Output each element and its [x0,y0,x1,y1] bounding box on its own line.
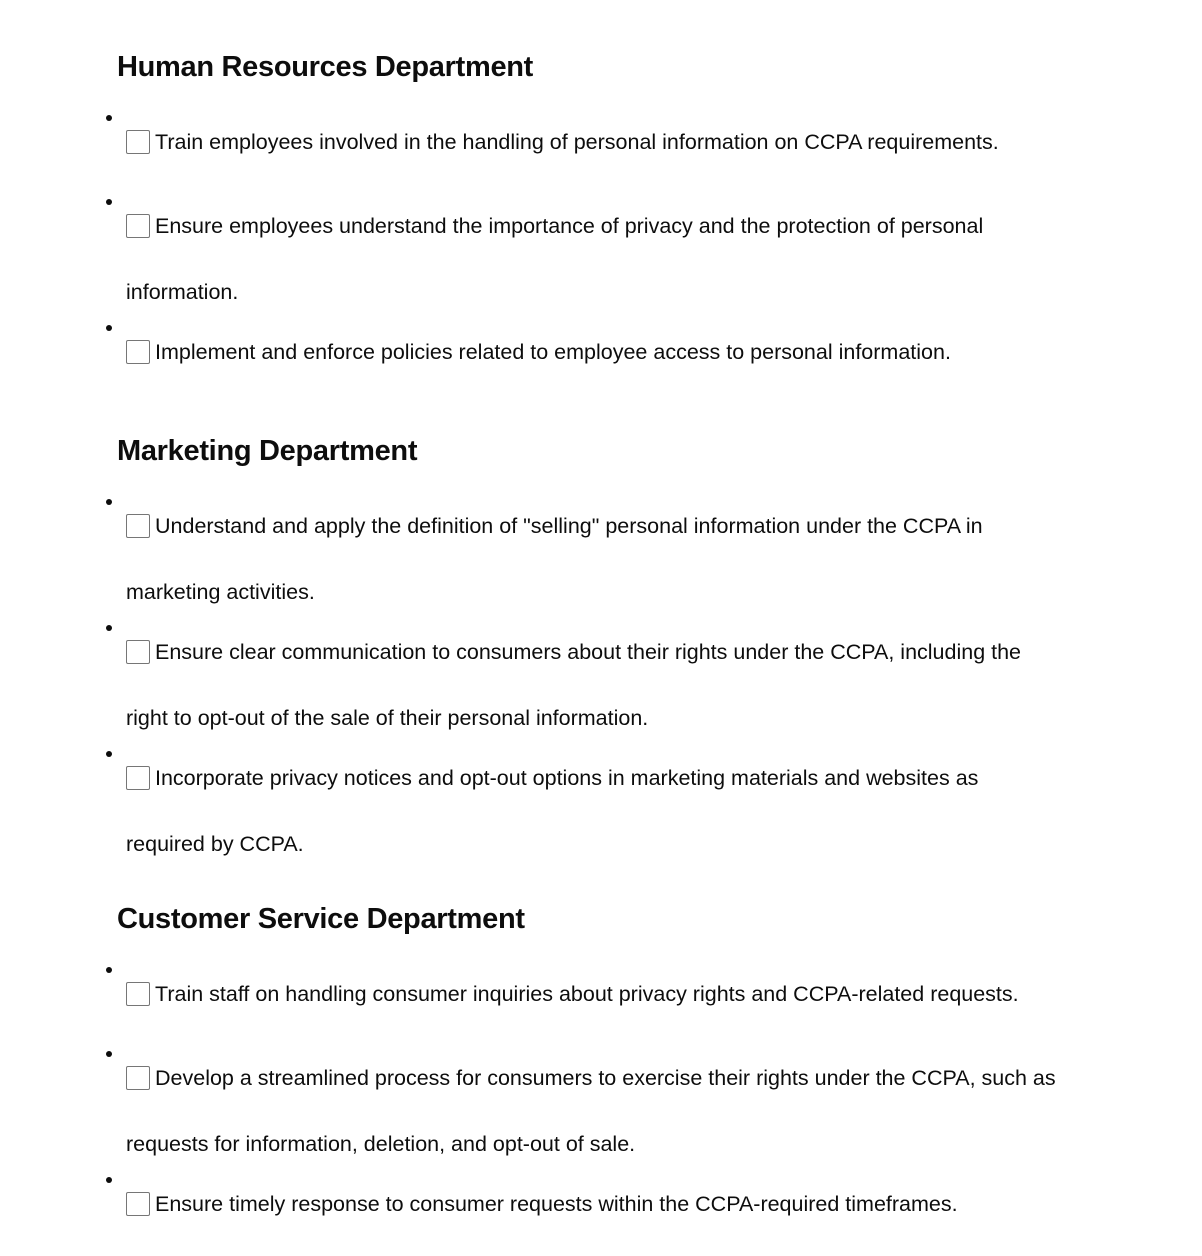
item-line [126,109,1166,175]
list-item [126,493,1166,625]
item-line [126,1045,1166,1111]
item-text: Ensure timely response to consumer requests within the CCPA-required timeframes. [155,1192,958,1216]
list-item [126,745,1166,877]
task-checkbox[interactable] [126,640,150,664]
item-text: Implement and enforce policies related to employee access to personal information. [155,340,951,364]
item-line [126,1171,1166,1237]
task-checkbox[interactable] [126,340,150,364]
task-checkbox[interactable] [126,214,150,238]
bullet [106,1051,112,1057]
item-text: Ensure clear communication to consumers about their rights under the CCPA, including the [155,640,1022,664]
list-item [126,619,1166,751]
list-item [126,193,1166,325]
section-heading-human-resources: Human Resources Department [117,51,534,83]
item-text: Ensure employees understand the importance of privacy and the protection of personal [155,214,984,238]
task-checkbox[interactable] [126,130,150,154]
bullet [106,115,112,121]
section-heading-marketing: Marketing Department [117,435,418,467]
item-text: Train staff on handling consumer inquiries about privacy rights and CCPA-related requests. [155,982,1019,1006]
item-line [126,493,1166,559]
bullet [106,1177,112,1183]
task-checkbox[interactable] [126,1192,150,1216]
bullet [106,199,112,205]
task-checkbox[interactable] [126,766,150,790]
item-text-continued: requests for information, deletion, and opt-out of sale. [126,1132,636,1156]
task-checkbox[interactable] [126,514,150,538]
item-text: Understand and apply the definition of "selling" personal information under the CCPA in [155,514,983,538]
item-text-continued: required by CCPA. [126,832,304,856]
task-checkbox[interactable] [126,982,150,1006]
item-text-continued: marketing activities. [126,580,315,604]
section-heading-customer-service: Customer Service Department [117,903,525,935]
item-text: Incorporate privacy notices and opt-out options in marketing materials and websites as [155,766,979,790]
bullet [106,499,112,505]
item-line [126,193,1166,259]
bullet [106,625,112,631]
item-line [126,961,1166,1027]
item-line [126,619,1166,685]
task-checkbox[interactable] [126,1066,150,1090]
list-item [126,961,1166,1027]
list-item [126,1045,1166,1177]
list-item [126,319,1166,385]
list-item [126,1171,1166,1237]
list-item [126,109,1166,175]
item-text: Develop a streamlined process for consumers to exercise their rights under the CCPA, such as [155,1066,1056,1090]
bullet [106,751,112,757]
item-text: Train employees involved in the handling of personal information on CCPA requirements. [155,130,999,154]
bullet [106,325,112,331]
item-text-continued: information. [126,280,239,304]
item-line [126,745,1166,811]
item-line [126,319,1166,385]
item-text-continued: right to opt-out of the sale of their personal information. [126,706,649,730]
bullet [106,967,112,973]
